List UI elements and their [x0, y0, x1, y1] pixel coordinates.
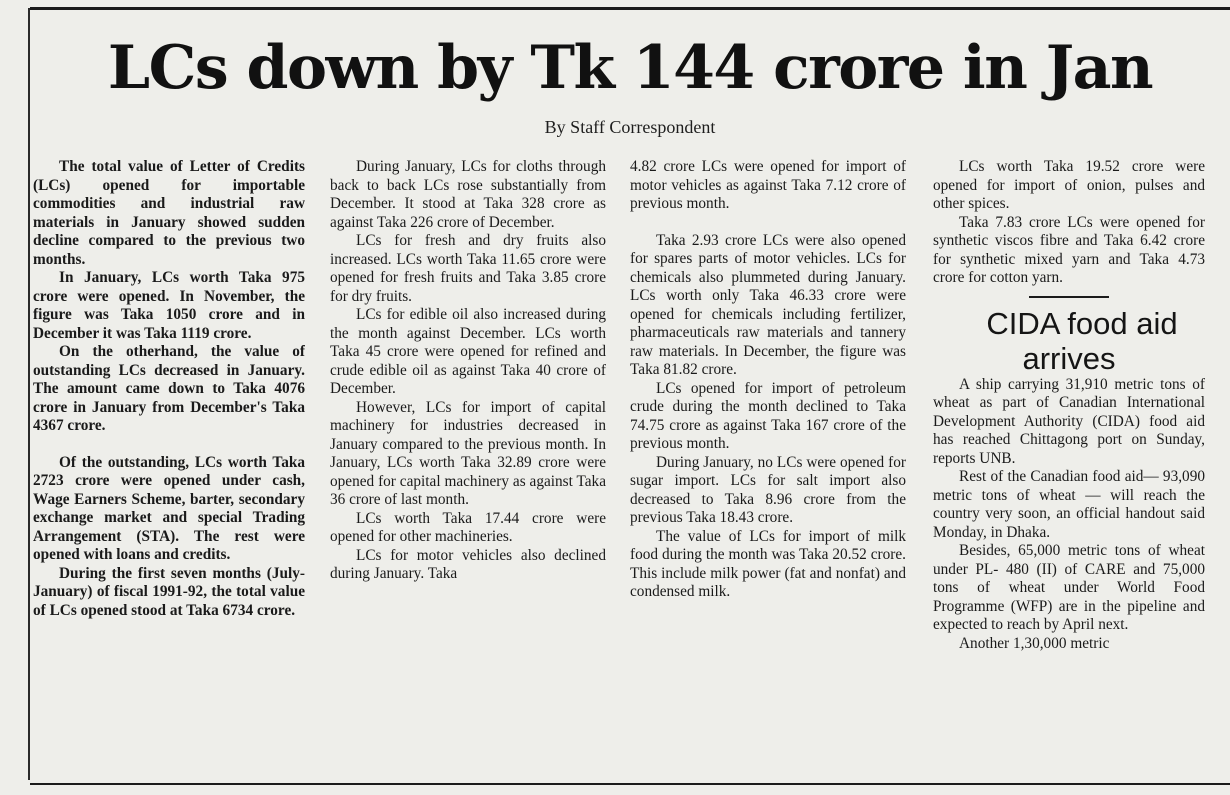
- paragraph: LCs opened for import of petroleum crude during the month declined to Taka 74.75 crore as against Taka 167 crore of the previous month.: [630, 379, 906, 452]
- section-divider: [1029, 296, 1109, 298]
- paragraph: LCs worth Taka 17.44 crore were opened for other machineries.: [330, 509, 606, 545]
- column-2: [330, 158, 606, 783]
- paragraph: Taka 7.83 crore LCs were opened for synthetic viscos fibre and Taka 6.42 crore for synthetic mixed yarn and Taka 4.73 crore for cotton yarn.: [933, 213, 1205, 286]
- paragraph: LCs for motor vehicles also declined during January. Taka: [330, 546, 606, 582]
- paragraph: LCs for fresh and dry fruits also increased. LCs worth Taka 11.65 crore were opened for fresh fruits and Taka 3.85 crore for dry fruits.: [330, 232, 606, 305]
- byline: By Staff Correspondent: [544, 117, 716, 137]
- paragraph: Of the outstanding, LCs worth Taka 2723 crore were opened under cash, Wage Earners Scheme, barter, secondary exchange market and special Trading Arrangement (STA). The rest were opened with loans and credits.: [33, 453, 305, 563]
- headline: LCs down by Tk 144 crore in Jan: [107, 33, 1153, 103]
- paragraph: Rest of the Canadian food aid— 93,090 metric tons of wheat — will reach the country very soon, an official handout said Monday, in Dhaka.: [933, 468, 1205, 541]
- paragraph: Another 1,30,000 metric: [959, 634, 1110, 652]
- paragraph: The value of LCs for import of milk food during the month was Taka 20.52 crore. This include milk power (fat and nonfat) and condensed milk.: [630, 527, 906, 600]
- left-rule: [28, 8, 30, 780]
- column-1: [33, 158, 305, 783]
- paragraph: During the first seven months (July-January) of fiscal 1991-92, the total value of LCs opened stood at Taka 6734 crore.: [33, 564, 305, 619]
- paragraph: LCs for edible oil also increased during the month against December. LCs worth Taka 45 crore were opened for refined and crude edible oil as against Taka 40 crore of December.: [330, 306, 606, 397]
- paragraph: Besides, 65,000 metric tons of wheat under PL- 480 (II) of CARE and 75,000 tons of wheat under World Food Programme (WFP) are in the pipeline and expected to reach by April next.: [933, 542, 1205, 633]
- paragraph: 4.82 crore LCs were opened for import of motor vehicles as against Taka 7.12 crore of previous month.: [630, 158, 906, 212]
- paragraph: On the otherhand, the value of outstanding LCs decreased in January. The amount came down to Taka 4076 crore in January from December's Taka 4367 crore.: [33, 343, 305, 434]
- side-story-headline: CIDA food aid arrives: [986, 305, 1178, 376]
- paragraph: However, LCs for import of capital machinery for industries decreased in January compared to the previous month. In January, LCs worth Taka 32.89 crore were opened for capital machinery as against Taka 36 crore of last month.: [330, 398, 606, 508]
- paragraph: During January, LCs for cloths through back to back LCs rose substantially from December. It stood at Taka 328 crore as against Taka 226 crore of December.: [330, 158, 606, 231]
- top-rule: [30, 7, 1230, 10]
- column-3: [630, 158, 906, 783]
- paragraph: Taka 2.93 crore LCs were also opened for spares parts of motor vehicles. LCs for chemicals also plummeted during January. LCs worth only Taka 46.33 crore were opened for chemicals including fertilizer, pharmaceuticals raw materials and tannery raw materials. In December, the figure was Taka 81.82 crore.: [630, 231, 906, 378]
- column-4: [933, 158, 1205, 783]
- paragraph: In January, LCs worth Taka 975 crore were opened. In November, the figure was Taka 1050 crore and in December it was Taka 1119 crore.: [33, 269, 305, 342]
- bottom-rule: [30, 783, 1230, 785]
- paragraph: A ship carrying 31,910 metric tons of wheat as part of Canadian International Development Authority (CIDA) food aid has reached Chittagong port on Sunday, reports UNB.: [933, 375, 1205, 467]
- paragraph: LCs worth Taka 19.52 crore were opened for import of onion, pulses and other spices.: [933, 158, 1205, 212]
- paragraph: The total value of Letter of Credits (LCs) opened for importable commodities and industrial raw materials in January showed sudden decline compared to the previous two months.: [33, 158, 305, 268]
- paragraph: During January, no LCs were opened for sugar import. LCs for salt import also decreased to Taka 8.96 crore from the previous Taka 18.43 crore.: [630, 453, 906, 526]
